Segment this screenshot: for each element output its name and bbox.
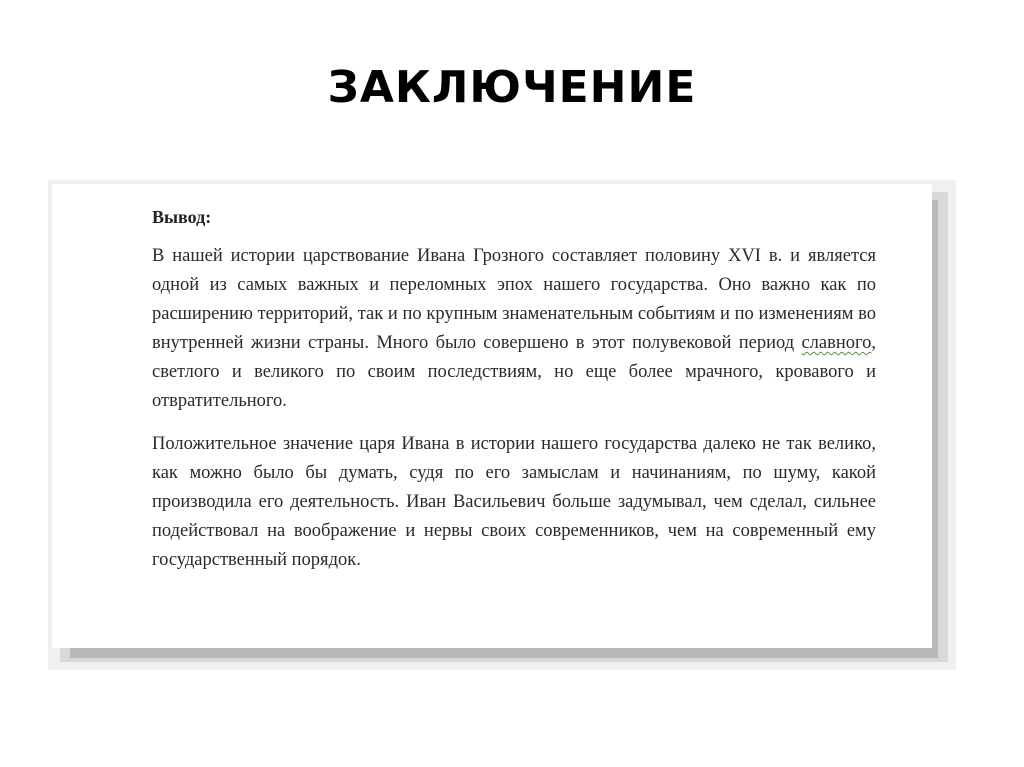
spellcheck-underlined-word: славного [801, 333, 872, 353]
document-paragraph-1 [152, 242, 876, 416]
document-heading: Вывод: [152, 207, 212, 227]
document-paragraph-2: Положительное значение царя Ивана в истории нашего государства далеко не так велико, как можно было бы думать, судя по его замыслам и начинаниям, по шуму, какой производила его деятельность. Иван Васильевич больше задумывал, чем сделал, сильнее подействовал на воображение и нервы своих современников, чем на современный ему государственный порядок. [152, 434, 876, 570]
slide-title: ЗАКЛЮЧЕНИЕ [327, 62, 697, 113]
paragraph-1-text-end: , светлого и великого по своим последствиям, но еще более мрачного, кровавого и отвратительного. [152, 333, 876, 411]
document-image [52, 184, 932, 648]
paragraph-1-text-start: В нашей истории царствование Ивана Грозного составляет половину XVI в. и является одной из самых важных и переломных эпох нашего государства. Оно важно как по расширению территорий, так и по крупным знаменательным событиям и по изменениям во внутренней жизни страны. Много было совершено в этот полувековой период [152, 246, 876, 353]
